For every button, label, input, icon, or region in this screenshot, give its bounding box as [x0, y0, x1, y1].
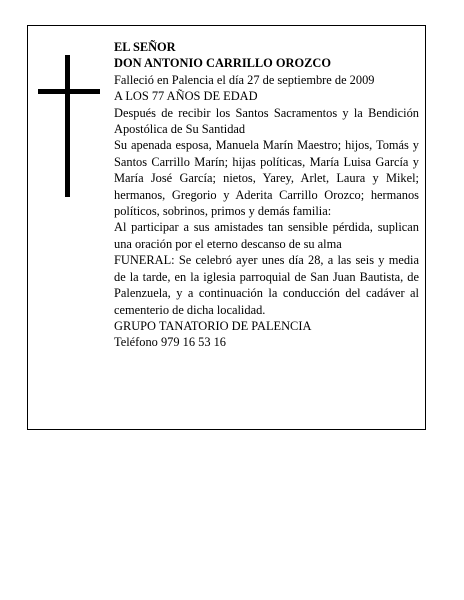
- obituary-notice: [27, 25, 426, 430]
- cross-vertical-bar: [65, 55, 70, 197]
- latin-cross-icon: [38, 55, 100, 197]
- cross-horizontal-bar: [38, 89, 100, 94]
- age-line: A LOS 77 AÑOS DE EDAD: [114, 89, 258, 104]
- family-paragraph: Su apenada esposa, Manuela Marín Maestro; hijos, Tomás y Santos Carrillo Marín; hijas políticas, María Luisa García y María José García; nietos, Yarey, Arlet, Laura y Mikel; hermanos, Gregorio y Aderita Carrillo Orozco; hermanos políticos, sobrinos, primos y demás familia:: [114, 138, 419, 219]
- sacraments-paragraph: Después de recibir los Santos Sacramentos y la Bendición Apostólica de Su Santidad: [114, 105, 419, 137]
- funeral-home: GRUPO TANATORIO DE PALENCIA: [114, 318, 312, 333]
- obituary-text: [114, 39, 419, 351]
- death-info: Falleció en Palencia el día 27 de septiembre de 2009: [114, 72, 375, 87]
- phone-line: Teléfono 979 16 53 16: [114, 335, 227, 350]
- request-paragraph: Al participar a sus amistades tan sensible pérdida, suplican una oración por el eterno descanso de su alma: [114, 220, 419, 251]
- funeral-paragraph: FUNERAL: Se celebró ayer unes día 28, a las seis y media de la tarde, en la iglesia parroquial de San Juan Bautista, de Palenzuela, y a continuación la conducción del cadáver al cementerio de dicha localidad.: [114, 253, 419, 317]
- notice-title: EL SEÑOR: [114, 40, 176, 54]
- deceased-name: DON ANTONIO CARRILLO OROZCO: [114, 56, 331, 71]
